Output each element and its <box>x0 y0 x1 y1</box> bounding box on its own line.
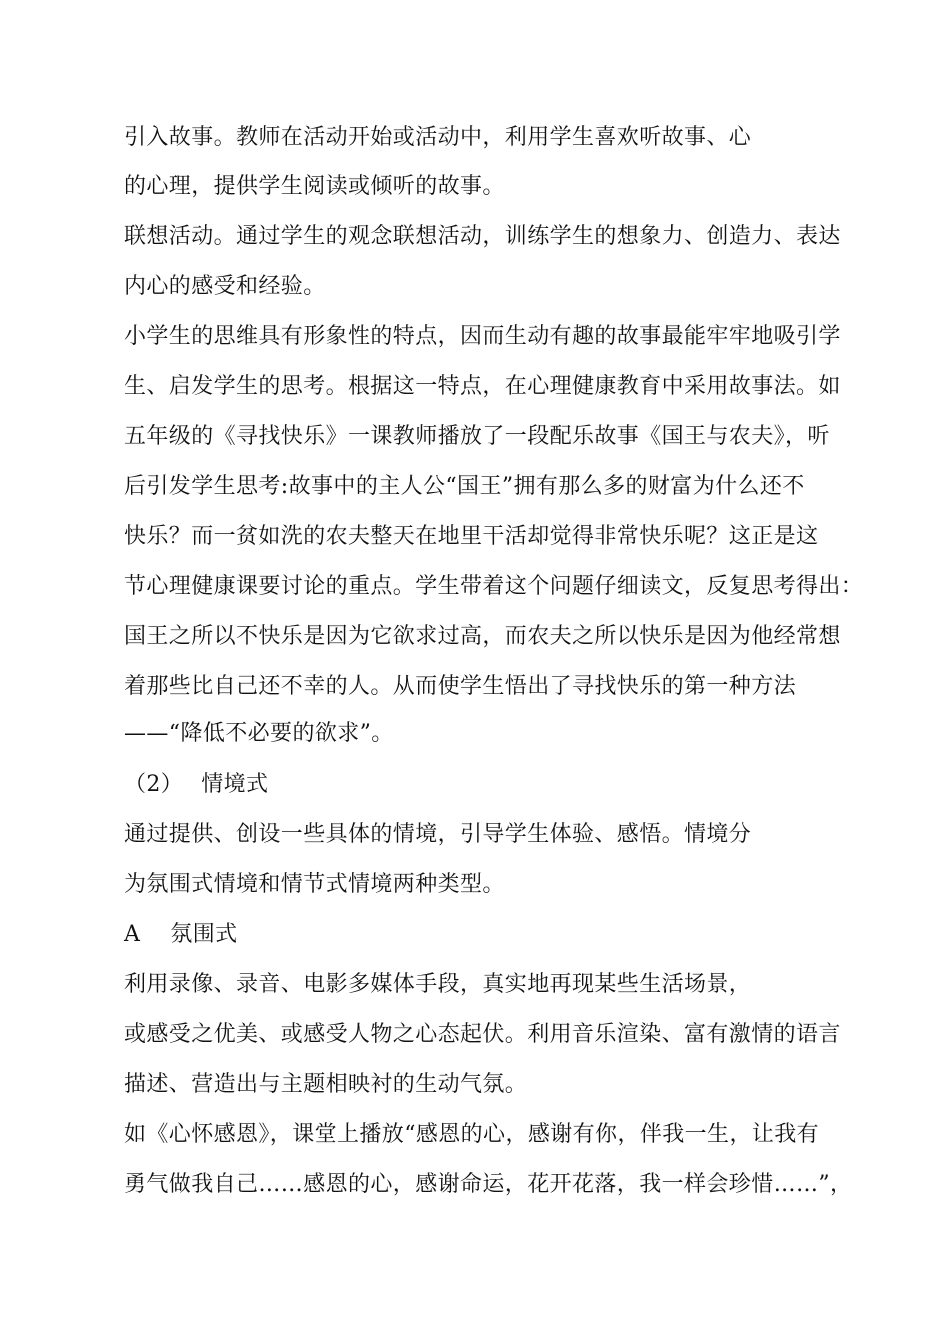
text-line-10: 节心理健康课要讨论的重点。学生带着这个问题仔细读文，反复思考得出： <box>124 574 864 599</box>
subsection-heading-a <box>124 920 844 950</box>
text-line-4: 内心的感受和经验。 <box>124 274 326 299</box>
subsection-letter: A <box>124 922 141 947</box>
text-line-13: ——“降低不必要的欲求”。 <box>124 721 394 746</box>
text-line-1: 引入故事。教师在活动开始或活动中，利用学生喜欢听故事、心 <box>124 125 752 150</box>
text-line-2: 的心理，提供学生阅读或倾听的故事。 <box>124 174 505 199</box>
text-line-11: 国王之所以不快乐是因为它欲求过高，而农夫之所以快乐是因为他经常想 <box>124 624 841 649</box>
text-line-8: 后引发学生思考:故事中的主人公“国王”拥有那么多的财富为什么还不 <box>124 474 805 499</box>
text-line-9: 快乐？而一贫如洗的农夫整天在地里干活却觉得非常快乐呢？这正是这 <box>124 524 819 549</box>
text-line-23: 如《心怀感恩》，课堂上播放“感恩的心，感谢有你，伴我一生，让我有 <box>124 1122 820 1147</box>
text-line-22: 描述、营造出与主题相映衬的生动气氛。 <box>124 1072 528 1097</box>
text-line-5: 小学生的思维具有形象性的特点，因而生动有趣的故事最能牢牢地吸引学 <box>124 324 841 349</box>
text-line-24: 勇气做我自己……感恩的心，感谢命运，花开花落，我一样会珍惜……”， <box>124 1172 853 1197</box>
text-line-17: 为氛围式情境和情节式情境两种类型。 <box>124 872 505 897</box>
section-title: 情境式 <box>201 772 269 797</box>
text-line-12: 着那些比自己还不幸的人。从而使学生悟出了寻找快乐的第一种方法 <box>124 674 797 699</box>
text-line-21: 或感受之优美、或感受人物之心态起伏。利用音乐渲染、富有激情的语言 <box>124 1022 841 1047</box>
section-heading-2 <box>124 770 844 800</box>
text-line-7: 五年级的《寻找快乐》一课教师播放了一段配乐故事《国王与农夫》，听 <box>124 424 830 449</box>
section-number: （2） <box>124 772 184 797</box>
text-line-20: 利用录像、录音、电影多媒体手段，真实地再现某些生活场景， <box>124 972 752 997</box>
subsection-title: 氛围式 <box>170 922 238 947</box>
text-line-6: 生、启发学生的思考。根据这一特点，在心理健康教育中采用故事法。如 <box>124 374 841 399</box>
text-line-16: 通过提供、创设一些具体的情境，引导学生体验、感悟。情境分 <box>124 822 752 847</box>
text-line-3: 联想活动。通过学生的观念联想活动，训练学生的想象力、创造力、表达 <box>124 224 841 249</box>
